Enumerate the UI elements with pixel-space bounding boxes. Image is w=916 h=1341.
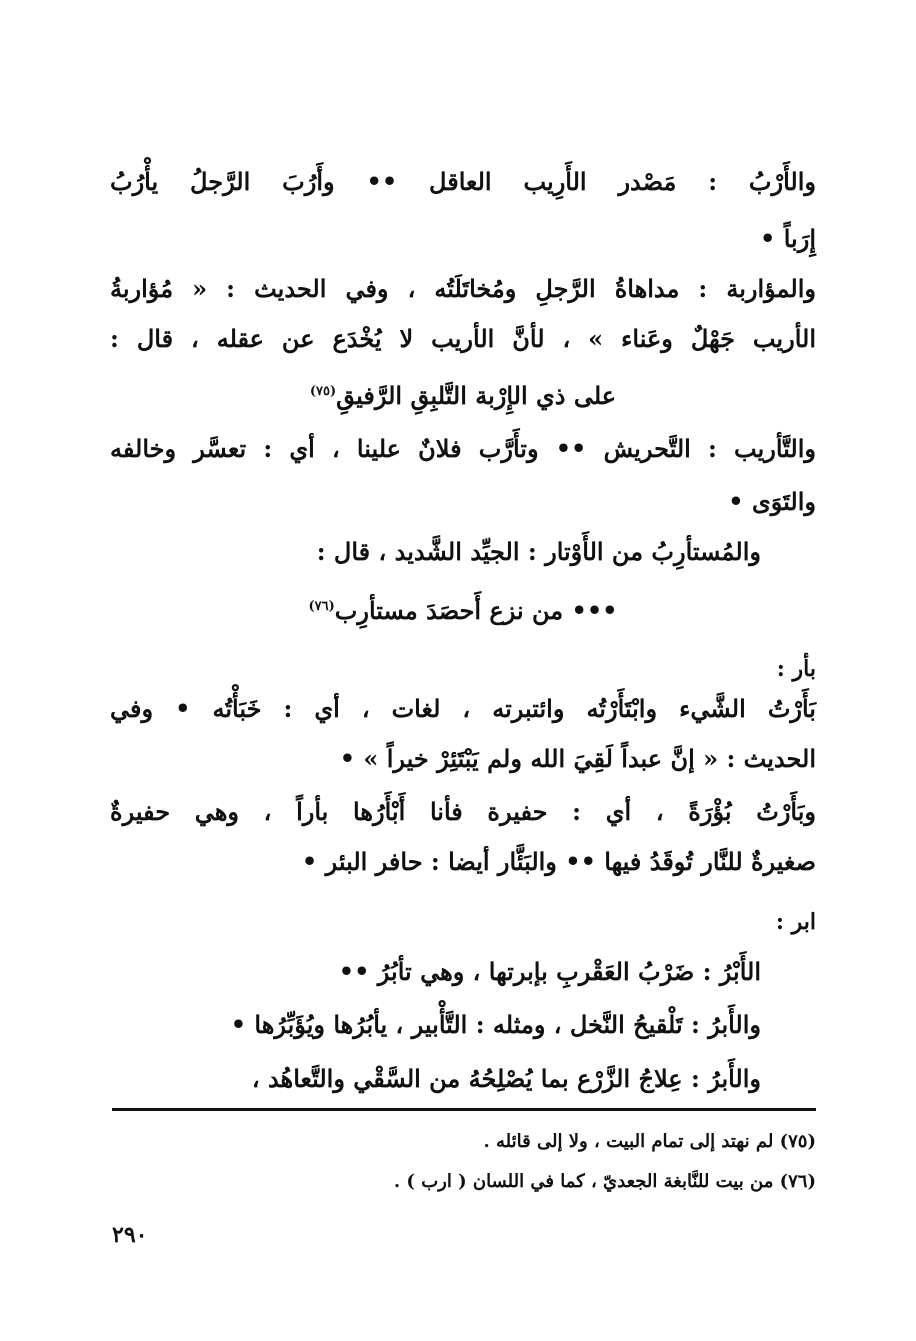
- text-line: الحديث : « إنَّ عبداً لَقِيَ الله ولم يَبْتَئِرْ خيراً » •: [339, 744, 816, 773]
- text-line: إِرَباً •: [760, 224, 816, 253]
- page-number: ٢٩٠: [112, 1222, 148, 1248]
- footnote-ref-75: (٧٥): [309, 384, 337, 399]
- text-line: بَأَرْتُ الشَّيء وابْتَأَرْتُه وائتبرته ، لغات ، أي : خَبَأْتُه • وفي: [110, 694, 816, 723]
- text-line: والأَبرُ : تَلْقيحُ النَّخل ، ومثله : التَّأْبير ، يأبُرُها ويُؤَبِّرُها •: [230, 1010, 761, 1039]
- footnote: (٧٦) من بيت للنَّابغة الجعديّ ، كما في اللسان ( ارب ) .: [393, 1171, 816, 1192]
- footnote: (٧٥) لم نهتد إلى تمام البيت ، ولا إلى قائله .: [483, 1131, 816, 1152]
- entry-heading: بأر :: [776, 656, 816, 682]
- entry-heading: ابر :: [775, 909, 816, 935]
- text-line: صغيرةٌ للنَّار تُوقَدُ فيها •• والبَئَّار أيضا : حافر البئر •: [301, 847, 816, 876]
- text-line: والأَبرُ : عِلاجُ الزَّرْع بما يُصْلِحُهُ من السَّقْي والتَّعاهُد ،: [251, 1064, 761, 1093]
- text-line: والمُستأرِبُ من الأَوْتار : الجيِّد الشَّديد ، قال :: [316, 537, 761, 566]
- verse-text: على ذي الإِرْبة التَّلبِقِ الرَّفيقِ: [336, 381, 617, 410]
- text-line: وبَأَرْتُ بُؤْرَةً ، أي : حفيرة فأنا أَبْأَرُها بأراً ، وهي حفيرةٌ: [110, 797, 816, 826]
- text-line: والتَوَى •: [728, 487, 816, 516]
- footnote-ref-76: (٧٦): [308, 599, 335, 614]
- verse-text: ••• من نزع أَحصَدَ مستأرِب: [334, 596, 618, 625]
- text-line: الأَبْرُ : ضَرْبُ العَقْربِ بإبرتها ، وهي تأبُرُ ••: [338, 957, 761, 986]
- verse-line: [110, 590, 816, 628]
- footnote-divider: [112, 1108, 816, 1111]
- text-line: والمؤاربة : مداهاةُ الرَّجلِ ومُخاتَلَتُه ، وفي الحديث : « مُؤاربةُ: [110, 274, 816, 303]
- verse-line: [110, 375, 816, 413]
- text-line: والأَرْبُ : مَصْدر الأَرِيب العاقل •• وأَرُبَ الرَّجلُ يأْرُبُ: [110, 167, 816, 196]
- text-line: الأريب جَهْلٌ وعَناء » ، لأنَّ الأريب لا يُخْدَع عن عقله ، قال :: [110, 324, 816, 353]
- text-line: والتَّأريب : التَّحريش •• وتأَرَّب فلانٌ علينا ، أي : تعسَّر وخالفه: [110, 434, 816, 463]
